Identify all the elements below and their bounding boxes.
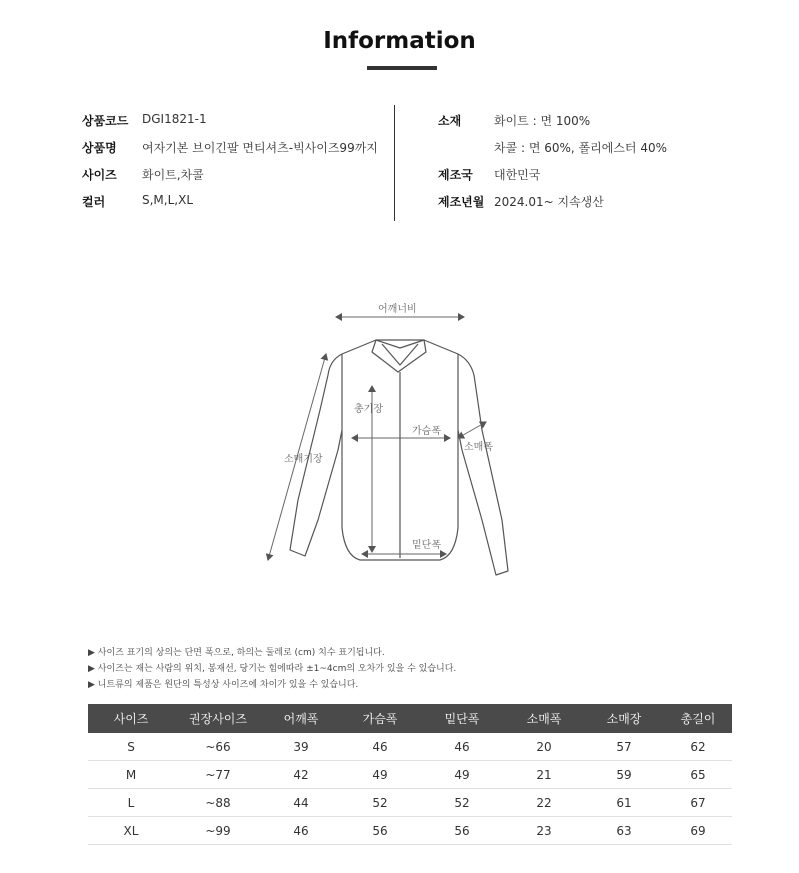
table-cell: 20 (504, 733, 584, 761)
page-title: Information (323, 28, 476, 54)
table-cell: ~77 (174, 761, 262, 789)
title-underline (367, 66, 437, 70)
column-header: 어깨폭 (262, 704, 340, 733)
info-value: DGI1821-1 (142, 112, 207, 126)
table-cell: 22 (504, 789, 584, 817)
table-row (88, 817, 732, 845)
info-label: 사이즈 (82, 168, 117, 182)
column-header: 총길이 (664, 704, 732, 733)
info-label: 상품코드 (82, 114, 129, 128)
table-header-row (88, 704, 732, 733)
table-cell: S (88, 733, 174, 761)
label-sleeve-length: 소매기장 (284, 454, 323, 465)
table-cell: 56 (340, 817, 420, 845)
table-cell: M (88, 761, 174, 789)
table-cell: 57 (584, 733, 664, 761)
info-value: 차콜 : 면 60%, 폴리에스터 40% (494, 141, 668, 155)
table-cell: 39 (262, 733, 340, 761)
shirt-outline-icon (250, 290, 550, 590)
table-cell: 52 (420, 789, 504, 817)
table-row (88, 761, 732, 789)
table-cell: 59 (584, 761, 664, 789)
table-cell: XL (88, 817, 174, 845)
table-cell: 62 (664, 733, 732, 761)
table-cell: 63 (584, 817, 664, 845)
info-value: 화이트,차콜 (142, 168, 204, 182)
table-cell: ~99 (174, 817, 262, 845)
table-cell: 49 (420, 761, 504, 789)
measurement-diagram (250, 290, 550, 590)
table-cell: 67 (664, 789, 732, 817)
info-value: 대한민국 (494, 168, 541, 182)
info-label: 제조년월 (438, 195, 485, 209)
label-total-length: 총기장 (354, 404, 383, 415)
table-cell: 61 (584, 789, 664, 817)
table-cell: 52 (340, 789, 420, 817)
label-hem: 밑단폭 (412, 540, 441, 551)
info-value: 2024.01~ 지속생산 (494, 195, 604, 209)
table-cell: 44 (262, 789, 340, 817)
column-header: 권장사이즈 (174, 704, 262, 733)
table-cell: 23 (504, 817, 584, 845)
column-header: 사이즈 (88, 704, 174, 733)
note-item: ▶ 니트류의 제품은 원단의 특성상 사이즈에 차이가 있을 수 있습니다. (88, 680, 359, 690)
info-label: 소재 (438, 114, 462, 128)
table-cell: 69 (664, 817, 732, 845)
table-cell: 21 (504, 761, 584, 789)
note-item: ▶ 사이즈 표기의 상의는 단면 폭으로, 하의는 둘레로 (cm) 치수 표기됩니다. (88, 648, 385, 658)
table-row (88, 733, 732, 761)
note-item: ▶ 사이즈는 재는 사람의 위치, 봉재선, 당기는 힘에따라 ±1~4cm의 오차가 있을 수 있습니다. (88, 664, 457, 674)
column-header: 소매폭 (504, 704, 584, 733)
info-value: S,M,L,XL (142, 193, 194, 207)
info-label: 상품명 (82, 141, 117, 155)
table-cell: 56 (420, 817, 504, 845)
table-cell: ~88 (174, 789, 262, 817)
table-cell: 49 (340, 761, 420, 789)
label-shoulder: 어깨너비 (378, 304, 417, 315)
label-sleeve-width: 소매폭 (464, 442, 493, 453)
table-row (88, 789, 732, 817)
info-value: 화이트 : 면 100% (494, 114, 591, 128)
table-cell: L (88, 789, 174, 817)
info-value: 여자기본 브이긴팔 면티셔츠-빅사이즈99까지 (142, 141, 378, 155)
label-chest: 가슴폭 (412, 426, 441, 437)
table-cell: 42 (262, 761, 340, 789)
table-cell: ~66 (174, 733, 262, 761)
column-header: 가슴폭 (340, 704, 420, 733)
table-cell: 65 (664, 761, 732, 789)
column-header: 소매장 (584, 704, 664, 733)
info-label: 제조국 (438, 168, 473, 182)
info-divider (394, 105, 395, 221)
info-label: 컬러 (82, 195, 106, 209)
table-cell: 46 (420, 733, 504, 761)
table-cell: 46 (340, 733, 420, 761)
size-table (88, 704, 732, 845)
table-cell: 46 (262, 817, 340, 845)
column-header: 밑단폭 (420, 704, 504, 733)
